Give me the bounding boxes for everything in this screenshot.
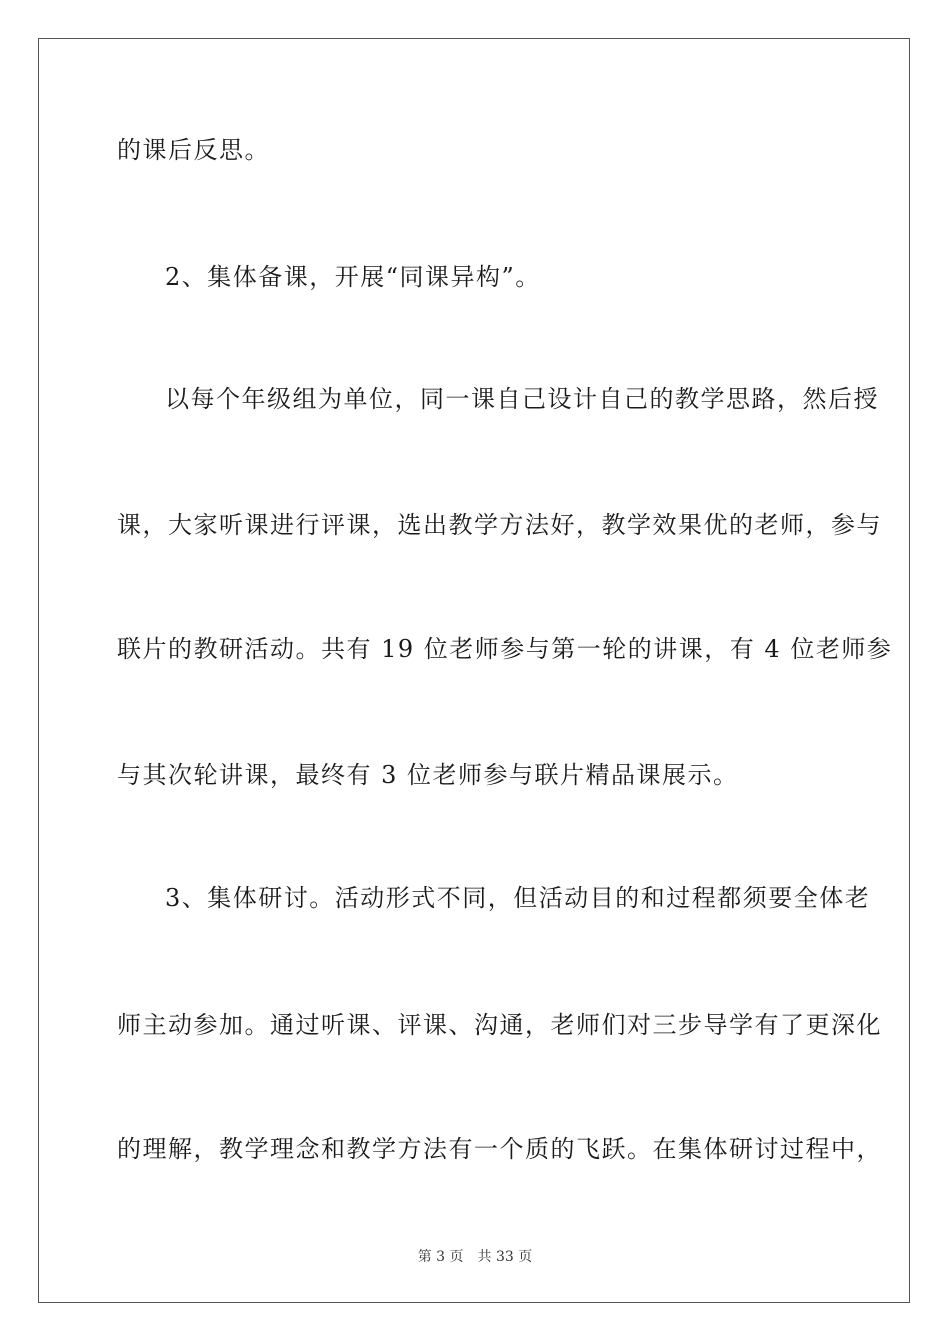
text-line: 与其次轮讲课，最终有 3 位老师参与联片精品课展示。 (117, 761, 739, 789)
page-footer (0, 1248, 950, 1266)
text-line: 以每个年级组为单位，同一课自己设计自己的教学思路，然后授 (165, 385, 879, 413)
section-heading-3: 3、集体研讨。活动形式不同，但活动目的和过程都须要全体老 (165, 884, 871, 912)
page-number: 第 3 页 (417, 1249, 464, 1265)
text-line: 的理解，教学理念和教学方法有一个质的飞跃。在集体研讨过程中， (117, 1135, 882, 1163)
section-heading-2: 2、集体备课，开展“同课异构”。 (165, 263, 541, 291)
text-line: 课，大家听课进行评课，选出教学方法好，教学效果优的老师，参与 (117, 511, 882, 539)
page-total: 共 33 页 (477, 1249, 533, 1265)
text-line: 的课后反思。 (117, 136, 270, 164)
page-border (38, 38, 910, 1303)
text-line: 师主动参加。通过听课、评课、沟通，老师们对三步导学有了更深化 (117, 1011, 882, 1039)
text-line: 联片的教研活动。共有 19 位老师参与第一轮的讲课，有 4 位老师参 (117, 635, 893, 663)
